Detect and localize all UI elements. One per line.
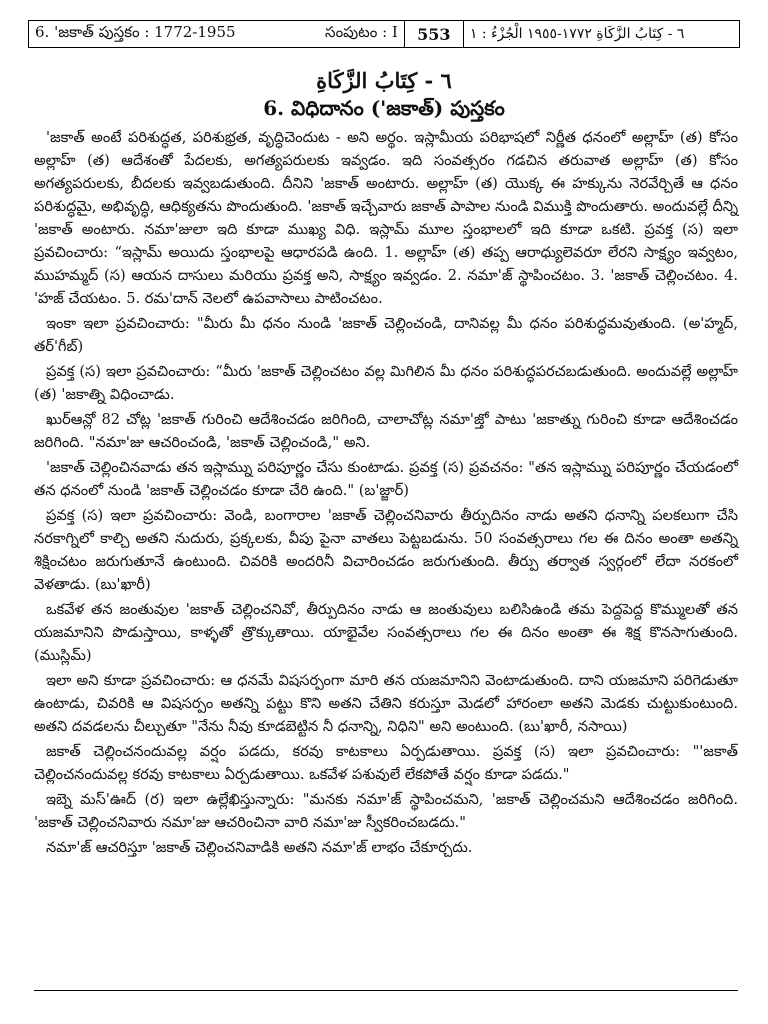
paragraph: ఇబ్నె మస్'ఊద్ (ర) ఇలా ఉల్లేఖిస్తున్నారు: "మనకు నమా'జ్ స్థాపించమని, 'జకాత్ చెల్లించమని ఆదేశించడం జరిగింది. 'జకాత్ చెల్లించనివారు నమా'జు ఆచరించినా వారి నమా'జు స్వీకరించబడదు." [34,791,738,831]
chapter-title-arabic: ٦ - كِتَابُ الزَّكَاةِ [316,68,452,93]
paragraph: జకాత్ చెల్లించనందువల్ల వర్షం పడదు, కరవు కాటకాలు ఏర్పడుతాయి. ప్రవక్త (స) ఇలా ప్రవచించారు: "'జకాత్ చెల్లించనందువల్ల కరవు కాటకాలు ఏర్పడుతాయి. ఒకవేళ పశువులే లేకపోతే వర్షం కూడా పడదు." [34,743,738,783]
header-book-title: 6. 'జకాత్ పుస్తకం : 1772-1955 [35,23,236,41]
paragraph: ఖుర్ఆన్లో 82 చోట్ల 'జకాత్ గురించి ఆదేశించడం జరిగింది, చాలాచోట్ల నమా'జ్తో పాటు 'జకాత్ను గురించి కూడా ఆదేశించడం జరిగింది. "నమా'జు ఆచరించండి, 'జకాత్ చెల్లించండి," అని. [34,411,738,451]
running-header [28,20,740,48]
paragraph: ఇలా అని కూడా ప్రవచించారు: ఆ ధనమే విషసర్పంగా మారి తన యజమానిని వెంటాడుతుంది. దాని యజమాని పరిగెడుతూ ఉంటాడు, చివరికి ఆ విషసర్పం అతన్ని పట్టు కొని అతని చేతిని కరుస్తూ మెడలో హారంలా అతని మెడకు చుట్టుకుంటుంది. అతని దవడలను చీల్చుతూ "నేను నీవు కూడబెట్టిన నీ ధనాన్ని, నిధిని" అని అంటుంది. (బు'ఖారీ, నసాయి) [34,672,738,735]
footer-rule [34,990,738,991]
header-volume: సంపుటం : I [252,21,405,47]
paragraph: 'జకాత్ చెల్లించినవాడు తన ఇస్లామ్ను పరిపూర్ణం చేసు కుంటాడు. ప్రవక్త (స) ప్రవచనం: "తన ఇస్లామ్ను పరిపూర్ణం చేయడంలో తన ధనంలో నుండి 'జకాత్ చెల్లించడం కూడా చేరి ఉంది." (బ'జ్జార్) [34,459,738,499]
paragraph: ఒకవేళ తన జంతువుల 'జకాత్ చెల్లించనివో, తీర్పుదినం నాడు ఆ జంతువులు బలిసిఉండి తమ పెద్దపెద్ద కొమ్ములతో తన యజమానిని పొడుస్తాయి, కాళ్ళతో త్రొక్కుతాయి. యాభైవేల సంవత్సరాలు గల ఈ దినం అంతా ఈ శిక్ష కొనసాగుతుంది. (ముస్లిమ్) [34,601,738,664]
paragraph: 'జకాత్ అంటే పరిశుద్ధత, పరిశుభ్రత, వృద్ధిచెందుట - అని అర్థం. ఇస్లామీయ పరిభాషలో నిర్ణీత ధనంలో అల్లాహ్ (త) కోసం అల్లాహ్ (త) ఆదేశంతో పేదలకు, అగత్యపరులకు ఇవ్వడం. ఇది సంవత్సరం గడచిన తరువాత అల్లాహ్ (త) కోసం అగత్యపరులకు, బీదలకు ఇవ్వబడుతుంది. దీనిని 'జకాత్ అంటారు. అల్లాహ్ (త) యొక్క ఈ హక్కును నెరవేర్చితే ఆ ధనం పరిశుద్ధమై, అభివృద్ధి, ఆధిక్యతను పొందుతుంది. 'జకాత్ ఇచ్చేవారు జకాత్ పాపాల నుండి విముక్తి పొందుతారు. అందువల్లే దీన్ని 'జకాత్ అంటారు. నమా'జులా ఇది కూడా ముఖ్య విధి. ఇస్లామ్ మూల స్తంభాలలో ఇది కూడా ఒకటి. ప్రవక్త (స) ఇలా ప్రవచించారు: “ఇస్లామ్ అయిదు స్తంభాలపై ఆధారపడి ఉంది. 1. అల్లాహ్ (త) తప్ప ఆరాధ్యులెవరూ లేరని సాక్ష్యం ఇవ్వటం, ముహమ్మద్ (స) ఆయన దాసులు మరియు ప్రవక్త అని, సాక్ష్యం ఇవ్వడం. 2. నమా'జ్ స్థాపించటం. 3. 'జకాత్ చెల్లించటం. 4. 'హజ్ చేయటం. 5. రమ'దాన్ నెలలో ఉపవాసాలు పాటించటం. [34,129,738,307]
header-page-number: 553 [405,21,464,47]
chapter-title-telugu: 6. విధిదానం ('జకాత్) పుస్తకం [263,96,505,120]
paragraph: ప్రవక్త (స) ఇలా ప్రవచించారు: “మీరు 'జకాత్ చెల్లించటం వల్ల మిగిలిన మీ ధనం పరిశుద్ధపరచబడుతుంది. అందువల్లే అల్లాహ్ (త) 'జకాత్ని విధించాడు. [34,363,738,403]
paragraph: ప్రవక్త (స) ఇలా ప్రవచించారు: వెండి, బంగారాల 'జకాత్ చెల్లించనివారు తీర్పుదినం నాడు అతని ధనాన్ని పలకలుగా చేసి నరకాగ్నిలో కాల్చి అతని నుదురు, ప్రక్కలకు, వీపు పైనా వాతలు పెట్టబడును. 50 సంవత్సరాలు గల ఈ దినం అంతా అతన్ని శిక్షించటం జరుగుతూనే ఉంటుంది. చివరికి అందరినీ విచారించడం జరుగుతుంది. తీర్పు తర్వాత స్వర్గంలో లేదా నరకంలో వెళతాడు. (బు'ఖారీ) [34,507,738,593]
paragraph: ఇంకా ఇలా ప్రవచించారు: "మీరు మీ ధనం నుండి 'జకాత్ చెల్లించండి, దానివల్ల మీ ధనం పరిశుద్ధమవుతుంది. (అ'హ్మద్, తర్'గీబ్) [34,315,738,355]
header-arabic-title: ٦ - كِتَابُ الزَّكَاةِ ١٧٧٢-١٩٥٥ الْجُزْءُ : ١ [469,26,685,42]
body-text [34,126,738,861]
paragraph: నమా'జ్ ఆచరిస్తూ 'జకాత్ చెల్లించనివాడికి అతని నమా'జ్ లాభం చేకూర్చదు. [46,839,473,856]
